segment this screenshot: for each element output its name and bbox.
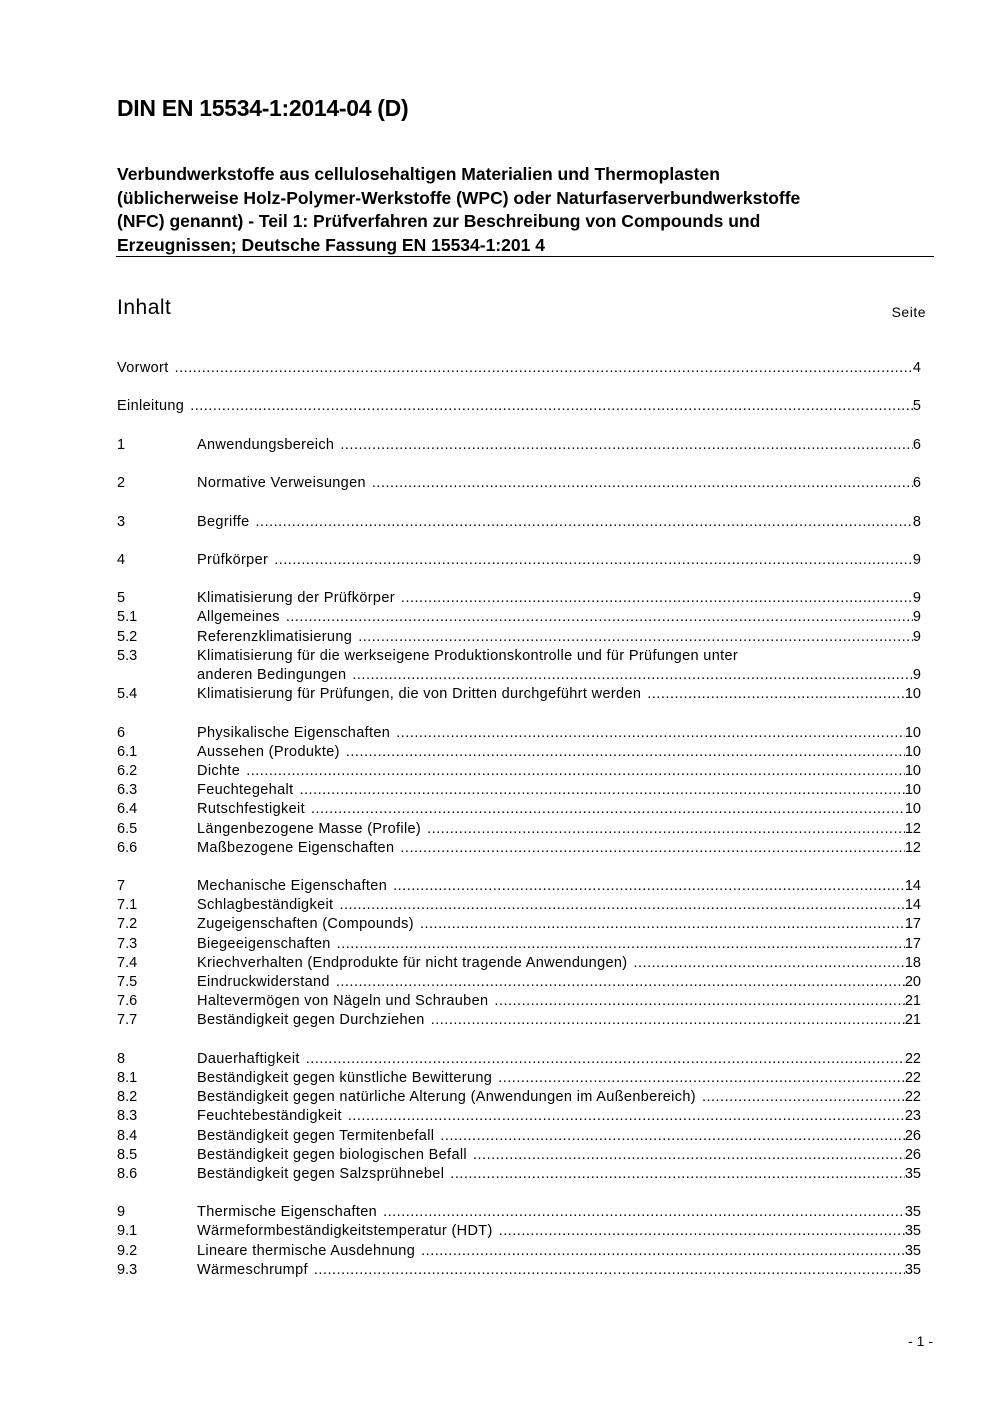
toc-entry[interactable] [117,954,921,973]
toc-section-number: 5.1 [117,609,138,626]
toc-entry[interactable] [117,762,921,781]
toc-page-number: 5 [912,398,921,415]
toc-entry[interactable] [117,1146,921,1165]
toc-leader-dots [256,513,913,532]
toc-leader-dots [440,1127,905,1146]
document-title: DIN EN 15534-1:2014-04 (D) [117,95,409,121]
table-of-contents [117,359,921,1280]
toc-section-title: Beständigkeit gegen Durchziehen [197,1012,425,1029]
toc-page-number: 17 [904,935,921,952]
toc-entry[interactable] [117,647,921,666]
toc-section-number: 8.6 [117,1165,138,1182]
toc-entry[interactable] [117,1222,921,1241]
toc-entry[interactable] [117,359,921,378]
toc-section-number: 9.3 [117,1261,138,1278]
document-subtitle [117,163,933,257]
toc-section-title: Klimatisierung der Prüfkörper [197,590,395,607]
toc-section-title: Beständigkeit gegen biologischen Befall [197,1146,467,1163]
toc-section-number: 7.2 [117,916,138,933]
toc-page-number: 6 [912,475,921,492]
toc-section-number: 6.5 [117,820,138,837]
toc-entry[interactable] [117,973,921,992]
toc-leader-dots [494,992,904,1011]
toc-leader-dots [400,839,904,858]
toc-section-title: Kriechverhalten (Endprodukte für nicht tragende Anwendungen) [197,954,628,971]
toc-entry[interactable] [117,397,921,416]
toc-page-number: 9 [912,609,921,626]
toc-section-number: 6.3 [117,782,138,799]
toc-leader-dots [393,877,905,896]
toc-leader-dots [372,474,913,493]
toc-entry[interactable] [117,896,921,915]
toc-leader-dots [427,820,905,839]
toc-section-title: Physikalische Eigenschaften [197,724,391,741]
toc-section-number: 6.2 [117,762,138,779]
toc-entry[interactable] [117,800,921,819]
toc-leader-dots [175,359,913,378]
toc-leader-dots [473,1146,905,1165]
toc-entry[interactable] [117,1203,921,1222]
toc-section-title: Anwendungsbereich [197,436,335,453]
toc-section-number: 7.5 [117,974,138,990]
toc-leader-dots [634,954,905,973]
toc-section-title: Klimatisierung für Prüfungen, die von Dritten durchgeführt werden [197,686,642,703]
toc-entry[interactable] [117,1069,921,1088]
toc-leader-dots [352,666,913,685]
toc-leader-dots [358,628,913,647]
toc-page-number: 9 [912,551,921,568]
toc-leader-dots [314,1261,905,1280]
toc-section-number: 7.4 [117,954,138,971]
toc-section-title: Beständigkeit gegen Termitenbefall [197,1127,435,1144]
toc-section-number: 9 [117,1204,126,1221]
toc-entry[interactable] [117,1261,921,1280]
toc-leader-dots [286,608,913,627]
toc-page-number: 10 [904,801,921,818]
toc-section-title-continuation: anderen Bedingungen [197,667,347,683]
toc-section-title: Dichte [197,762,241,779]
subtitle-line: (NFC) genannt) - Teil 1: Prüfverfahren zur Beschreibung von Compounds und [117,211,761,231]
toc-entry[interactable] [117,1011,921,1030]
toc-page-number: 17 [904,916,921,933]
toc-section-title: Vorwort [117,360,169,376]
toc-page-number: 21 [904,993,921,1010]
toc-section-number: 7.6 [117,993,138,1010]
toc-page-number: 35 [904,1204,921,1221]
toc-entry[interactable] [117,1050,921,1069]
toc-entry[interactable] [117,781,921,800]
toc-section-number: 7.1 [117,897,138,914]
toc-leader-dots [450,1165,905,1184]
toc-section-number: 4 [117,551,126,568]
toc-entry[interactable] [117,915,921,934]
toc-leader-dots [339,896,904,915]
toc-entry[interactable] [117,685,921,704]
toc-leader-dots [702,1088,905,1107]
toc-section-number: 8.3 [117,1108,138,1125]
toc-page-number: 20 [904,974,921,990]
toc-section-number: 5 [117,590,126,607]
toc-page-number: 18 [904,954,921,971]
toc-entry[interactable] [117,724,921,743]
toc-entry[interactable] [117,1165,921,1184]
toc-section-title: Beständigkeit gegen künstliche Bewitterung [197,1069,493,1086]
title-divider [116,256,934,257]
toc-section-number: 6.4 [117,801,138,818]
toc-leader-dots [274,551,913,570]
toc-section-title: Schlagbeständigkeit [197,897,334,914]
toc-page-number: 22 [904,1050,921,1067]
toc-page-number: 12 [904,820,921,837]
toc-section-title: Dauerhaftigkeit [197,1050,300,1067]
toc-section-number: 5.3 [117,647,138,664]
toc-section-number: 8.4 [117,1127,138,1144]
toc-section-number: 8.1 [117,1069,138,1086]
toc-page-number: 26 [904,1127,921,1144]
toc-section-number: 5.4 [117,686,138,703]
toc-leader-dots [190,397,913,416]
toc-section-title: Referenzklimatisierung [197,628,353,645]
toc-leader-dots [498,1069,905,1088]
toc-entry[interactable] [117,474,921,493]
toc-leader-dots [401,589,913,608]
toc-leader-dots [383,1203,905,1222]
toc-page-number: 9 [912,628,921,645]
toc-page-number: 35 [904,1165,921,1182]
toc-entry[interactable] [117,935,921,954]
toc-page-number: 6 [912,436,921,453]
toc-section-title: Wärmeformbeständigkeitstemperatur (HDT) [197,1223,493,1240]
subtitle-line: (üblicherweise Holz-Polymer-Werkstoffe (WPC) oder Naturfaserverbundwerkstoffe [117,187,801,208]
toc-entry[interactable] [117,513,921,532]
toc-page-number: 22 [904,1069,921,1086]
toc-leader-dots [337,935,905,954]
toc-section-title: Zugeigenschaften (Compounds) [197,916,414,933]
toc-page-number: 9 [912,667,921,683]
toc-section-title: Beständigkeit gegen Salzsprühnebel [197,1165,445,1182]
toc-section-number: 8 [117,1050,126,1067]
toc-section-title: Allgemeines [197,609,280,626]
toc-page-number: 35 [904,1223,921,1240]
toc-page-number: 10 [904,762,921,779]
toc-section-title: Längenbezogene Masse (Profile) [197,820,422,837]
toc-page-number: 10 [904,686,921,703]
page-column-label: Seite [891,304,926,320]
toc-section-number: 7.3 [117,935,138,952]
toc-entry[interactable] [117,743,921,762]
toc-page-number: 10 [904,743,921,760]
toc-entry[interactable] [117,839,921,858]
toc-page-number: 10 [904,782,921,799]
toc-entry[interactable] [117,877,921,896]
subtitle-line: Erzeugnissen; Deutsche Fassung EN 15534-1:201 4 [117,234,545,255]
toc-leader-dots [306,1050,905,1069]
toc-leader-dots [348,1107,905,1126]
toc-entry[interactable] [117,992,921,1011]
toc-section-number: 5.2 [117,628,138,645]
toc-section-title: Biegeeigenschaften [197,935,331,952]
toc-page-number: 22 [904,1089,921,1106]
toc-page-number: 21 [904,1012,921,1029]
toc-page-number: 12 [904,839,921,856]
toc-entry[interactable] [117,436,921,455]
toc-leader-dots [336,973,905,992]
toc-entry[interactable] [117,820,921,839]
toc-section-title: Einleitung [117,398,185,415]
toc-entry[interactable] [117,589,921,608]
toc-section-title: Eindruckwiderstand [197,974,330,990]
toc-section-number: 3 [117,513,126,530]
toc-leader-dots [340,436,913,455]
toc-page-number: 26 [904,1146,921,1163]
toc-section-number: 7.7 [117,1012,138,1029]
toc-leader-dots [499,1222,905,1241]
toc-page-number: 9 [912,590,921,607]
toc-section-title: Maßbezogene Eigenschaften [197,839,395,856]
toc-section-number: 9.1 [117,1223,138,1240]
toc-section-title: Haltevermögen von Nägeln und Schrauben [197,993,489,1010]
toc-section-title: Normative Verweisungen [197,475,366,492]
toc-section-number: 8.5 [117,1146,138,1163]
toc-leader-dots [311,800,905,819]
toc-section-title: Beständigkeit gegen natürliche Alterung (Anwendungen im Außenbereich) [197,1089,696,1106]
toc-leader-dots [396,724,905,743]
toc-leader-dots [299,781,904,800]
toc-section-title: Rutschfestigkeit [197,801,305,818]
toc-leader-dots [420,915,905,934]
toc-section-title: Aussehen (Produkte) [197,743,340,760]
toc-leader-dots [246,762,905,781]
toc-section-title: Feuchtegehalt [197,782,294,799]
contents-heading: Inhalt [117,296,172,319]
toc-page-number: 14 [904,878,921,895]
toc-section-title: Lineare thermische Ausdehnung [197,1242,416,1259]
toc-section-title: Wärmeschrumpf [197,1261,308,1278]
toc-page-number: 4 [912,360,921,376]
toc-entry[interactable] [117,551,921,570]
toc-section-number: 6.1 [117,743,138,760]
toc-page-number: 14 [904,897,921,914]
toc-page-number: 35 [904,1242,921,1259]
toc-section-number: 7 [117,878,126,895]
toc-entry[interactable] [117,1127,921,1146]
toc-leader-dots [431,1011,905,1030]
toc-section-title: Mechanische Eigenschaften [197,878,388,895]
toc-section-title: Prüfkörper [197,551,269,568]
toc-page-number: 35 [904,1261,921,1278]
toc-page-number: 8 [912,513,921,530]
toc-entry[interactable] [117,1107,921,1126]
toc-section-title: Thermische Eigenschaften [197,1204,378,1221]
toc-section-number: 8.2 [117,1089,138,1106]
toc-leader-dots [647,685,905,704]
toc-section-title: Klimatisierung für die werkseigene Produktionskontrolle und für Prüfungen unter [197,647,739,664]
footer-page-number: - 1 - [908,1333,933,1349]
toc-section-title: Feuchtebeständigkeit [197,1108,342,1125]
toc-entry[interactable] [117,628,921,647]
toc-section-title: Begriffe [197,513,250,530]
toc-section-number: 6.6 [117,839,138,856]
toc-entry[interactable] [117,608,921,627]
toc-entry[interactable] [117,1088,921,1107]
toc-entry[interactable] [117,1242,921,1261]
toc-page-number: 23 [904,1108,921,1125]
toc-leader-dots [421,1242,905,1261]
toc-section-number: 9.2 [117,1242,138,1259]
toc-section-number: 1 [117,436,126,453]
subtitle-line: Verbundwerkstoffe aus cellulosehaltigen Materialien und Thermoplasten [117,164,720,184]
toc-section-number: 2 [117,475,126,492]
toc-entry-continuation[interactable] [117,666,921,685]
toc-leader-dots [346,743,905,762]
toc-section-number: 6 [117,724,126,741]
toc-page-number: 10 [904,724,921,741]
